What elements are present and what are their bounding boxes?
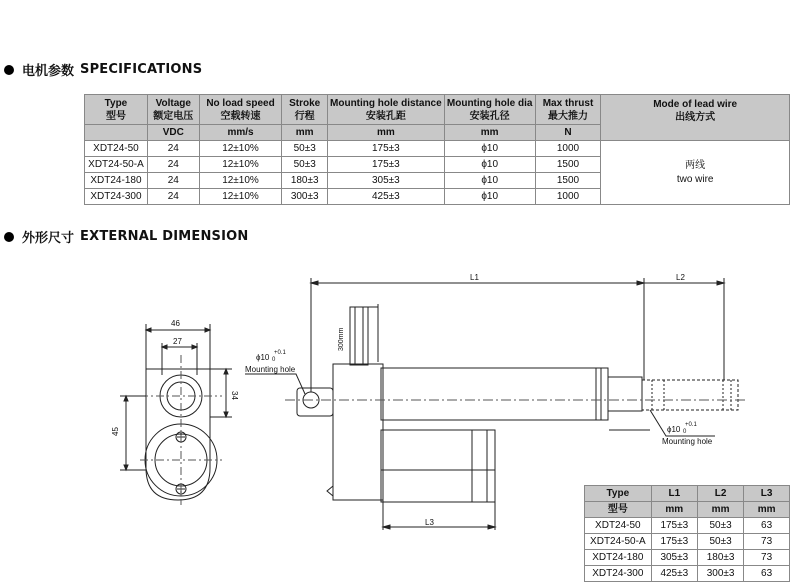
cell-l1: 175±3 [651, 518, 697, 534]
dim-300mm: 300mm [338, 327, 345, 351]
cell-hole-dia: ϕ10 [444, 141, 535, 157]
cell-speed: 12±10% [199, 189, 282, 205]
cell-l1: 175±3 [651, 534, 697, 550]
cell-speed: 12±10% [199, 157, 282, 173]
table-row [585, 550, 790, 566]
cell-thrust: 1000 [535, 189, 601, 205]
cell-type: XDT24-180 [585, 550, 652, 566]
spec-unit-speed: mm/s [199, 125, 282, 141]
spec-unit-stroke: mm [282, 125, 328, 141]
spec-header-lead-wire: Mode of lead wire 出线方式 [601, 95, 790, 141]
dim-subheader-l1: mm [651, 502, 697, 518]
hole-right-tol-top: +0.1 [685, 422, 697, 428]
dim-subheader-l3: mm [744, 502, 790, 518]
hole-right-tol-bot: 0 [683, 429, 687, 435]
dim-34: 34 [230, 391, 239, 400]
cell-hole-distance: 175±3 [328, 157, 445, 173]
table-row [585, 534, 790, 550]
cell-l2: 300±3 [697, 566, 743, 582]
spec-header-voltage: Voltage 额定电压 [147, 95, 199, 125]
cell-stroke: 180±3 [282, 173, 328, 189]
table-row [585, 566, 790, 582]
dim-header-type: Type [585, 486, 652, 502]
cell-stroke: 50±3 [282, 157, 328, 173]
dim-header-l3: L3 [744, 486, 790, 502]
cell-hole-distance: 175±3 [328, 141, 445, 157]
spec-header-type: Type 型号 [85, 95, 148, 125]
dim-l1: L1 [470, 273, 479, 282]
cell-type: XDT24-50 [585, 518, 652, 534]
table-row [585, 518, 790, 534]
cell-type: XDT24-300 [585, 566, 652, 582]
cell-hole-dia: ϕ10 [444, 157, 535, 173]
dim-header-l2: L2 [697, 486, 743, 502]
dim-subheader-row [585, 502, 790, 518]
cell-speed: 12±10% [199, 141, 282, 157]
spec-header-thrust: Max thrust 最大推力 [535, 95, 601, 125]
section-title-en: EXTERNAL DIMENSION [80, 229, 249, 244]
cell-hole-distance: 425±3 [328, 189, 445, 205]
cell-thrust: 1000 [535, 141, 601, 157]
cell-stroke: 50±3 [282, 141, 328, 157]
spec-unit-thrust: N [535, 125, 601, 141]
spec-header-stroke: Stroke 行程 [282, 95, 328, 125]
dim-27: 27 [173, 337, 182, 346]
cell-stroke: 300±3 [282, 189, 328, 205]
cell-l2: 50±3 [697, 534, 743, 550]
dim-subheader-type: 型号 [585, 502, 652, 518]
cell-l3: 63 [744, 518, 790, 534]
cell-l1: 425±3 [651, 566, 697, 582]
dim-header-l1: L1 [651, 486, 697, 502]
hole-right-dia: ϕ10 [667, 425, 681, 434]
dimension-table [584, 485, 790, 582]
spec-unit-voltage: VDC [147, 125, 199, 141]
dim-46: 46 [171, 319, 180, 328]
cell-voltage: 24 [147, 141, 199, 157]
section-title-cn: 电机参数 [22, 63, 75, 78]
cell-l3: 73 [744, 534, 790, 550]
dim-45: 45 [111, 427, 120, 436]
hole-right-caption: Mounting hole [662, 437, 713, 446]
hole-left-caption: Mounting hole [245, 365, 296, 374]
hole-left-dia: ϕ10 [256, 353, 270, 362]
end-view [120, 324, 232, 505]
cell-voltage: 24 [147, 189, 199, 205]
dim-header-row [585, 486, 790, 502]
cell-l1: 305±3 [651, 550, 697, 566]
cell-l3: 63 [744, 566, 790, 582]
cell-type: XDT24-50 [85, 141, 148, 157]
cell-lead-wire: 两线 two wire [601, 141, 790, 205]
spec-header-speed: No load speed 空载转速 [199, 95, 282, 125]
dim-l2: L2 [676, 273, 685, 282]
hole-left-tol-top: +0.1 [274, 350, 286, 356]
cell-voltage: 24 [147, 173, 199, 189]
section-title-en: SPECIFICATIONS [80, 62, 203, 77]
cell-thrust: 1500 [535, 157, 601, 173]
hole-left-tol-bot: 0 [272, 357, 276, 363]
cell-hole-dia: ϕ10 [444, 189, 535, 205]
dim-subheader-l2: mm [697, 502, 743, 518]
cell-type: XDT24-300 [85, 189, 148, 205]
cell-l2: 50±3 [697, 518, 743, 534]
cell-type: XDT24-50-A [85, 157, 148, 173]
cell-hole-dia: ϕ10 [444, 173, 535, 189]
spec-unit-hole-distance: mm [328, 125, 445, 141]
section-title-cn: 外形尺寸 [22, 230, 75, 245]
cell-l3: 73 [744, 550, 790, 566]
spec-header-hole-dia: Mounting hole dia 安装孔径 [444, 95, 535, 125]
dim-l3: L3 [425, 518, 434, 527]
cell-speed: 12±10% [199, 173, 282, 189]
cell-type: XDT24-50-A [585, 534, 652, 550]
cell-l2: 180±3 [697, 550, 743, 566]
spec-unit-hole-dia: mm [444, 125, 535, 141]
cell-type: XDT24-180 [85, 173, 148, 189]
cell-hole-distance: 305±3 [328, 173, 445, 189]
spec-header-hole-distance: Mounting hole distance 安装孔距 [328, 95, 445, 125]
cell-thrust: 1500 [535, 173, 601, 189]
cell-voltage: 24 [147, 157, 199, 173]
